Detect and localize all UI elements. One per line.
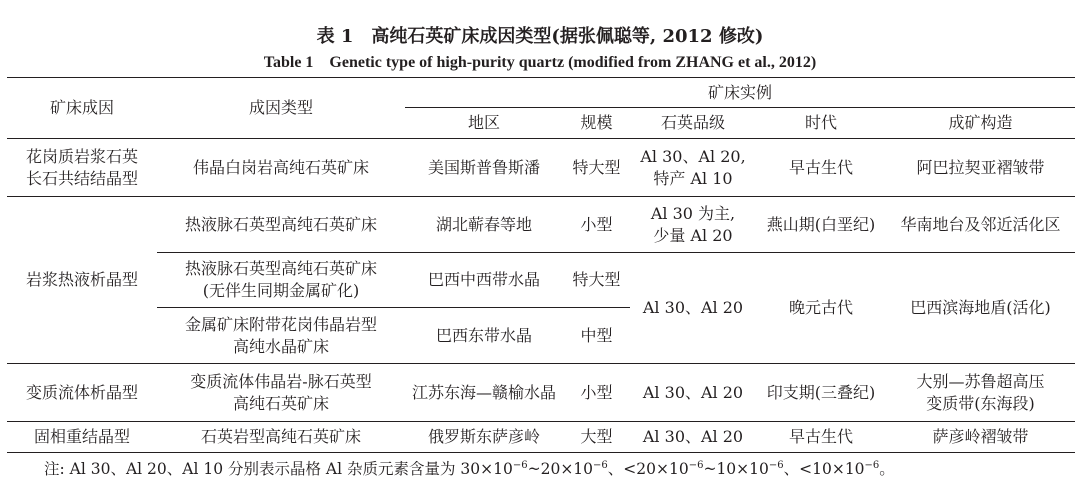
cell-genetic-type: 伟晶白岗岩高纯石英矿床 bbox=[157, 139, 405, 197]
cell-grade bbox=[630, 197, 756, 253]
cell-grade: Al 30、Al 20 bbox=[630, 364, 756, 422]
cell-age: 印支期(三叠纪) bbox=[756, 364, 886, 422]
header-examples-label: 矿床实例 bbox=[708, 83, 773, 102]
cell-line: 花岗质岩浆石英 bbox=[25, 146, 138, 166]
table-row bbox=[7, 253, 1075, 308]
cell-line: 长石共结结晶型 bbox=[25, 168, 138, 188]
cell-grade: Al 30、Al 20 bbox=[630, 253, 756, 364]
cell-scale: 特大型 bbox=[563, 139, 630, 197]
cell-genetic-type bbox=[157, 364, 405, 422]
genetic-type-table bbox=[7, 77, 1075, 453]
cell-origin: 固相重结晶型 bbox=[7, 422, 157, 453]
cell-line: 大别—苏鲁超高压 bbox=[916, 371, 1045, 391]
table-title-en: Table 1 Genetic type of high-purity quartz (modified from ZHANG et al., 2012) bbox=[263, 54, 817, 71]
cell-structure bbox=[886, 364, 1075, 422]
cell-scale: 小型 bbox=[563, 364, 630, 422]
header-region: 地区 bbox=[405, 108, 563, 139]
cell-age: 早古生代 bbox=[756, 139, 886, 197]
cell-region: 巴西东带水晶 bbox=[405, 308, 563, 364]
cell-region: 巴西中西带水晶 bbox=[405, 253, 563, 308]
cell-origin: 岩浆热液析晶型 bbox=[7, 197, 157, 364]
cell-line: 变质流体伟晶岩-脉石英型 bbox=[190, 371, 372, 391]
note-exponent: −6 bbox=[593, 460, 608, 471]
cell-line: 高纯石英矿床 bbox=[232, 393, 329, 413]
cell-line: 金属矿床附带花岗伟晶岩型 bbox=[184, 314, 377, 334]
header-genetic-type: 成因类型 bbox=[157, 78, 405, 139]
note-text: ~10×10 bbox=[703, 460, 769, 478]
cell-scale: 小型 bbox=[563, 197, 630, 253]
cell-genetic-type bbox=[157, 253, 405, 308]
cell-line: 热液脉石英型高纯石英矿床 bbox=[184, 259, 377, 278]
note-text: 、<10×10 bbox=[783, 460, 865, 478]
note-exponent: −6 bbox=[688, 460, 704, 471]
note-text: 。 bbox=[879, 460, 895, 478]
note-text: ~20×10 bbox=[527, 460, 594, 478]
cell-line: Al 30、Al 20, bbox=[640, 146, 746, 166]
cell-structure: 萨彦岭褶皱带 bbox=[886, 422, 1075, 453]
cell-structure: 阿巴拉契亚褶皱带 bbox=[886, 139, 1075, 197]
cell-structure: 华南地台及邻近活化区 bbox=[886, 197, 1075, 253]
cell-genetic-type: 石英岩型高纯石英矿床 bbox=[157, 422, 405, 453]
cell-line: Al 30 为主, bbox=[650, 203, 736, 223]
header-origin: 矿床成因 bbox=[7, 78, 157, 139]
cell-origin bbox=[7, 139, 157, 197]
header-structure: 成矿构造 bbox=[886, 108, 1075, 139]
cell-scale: 中型 bbox=[563, 308, 630, 364]
cell-line: 变质带(东海段) bbox=[926, 393, 1035, 413]
header-row-1 bbox=[7, 78, 1075, 109]
cell-line: (无伴生同期金属矿化) bbox=[202, 281, 360, 300]
table-row bbox=[7, 197, 1075, 253]
table-title-cn: 表 1 高纯石英矿床成因类型(据张佩聪等, 2012 修改) bbox=[316, 26, 764, 47]
note-exponent: −6 bbox=[864, 460, 880, 471]
note-text: 注: Al 30、Al 20、Al 10 分别表示晶格 Al 杂质元素含量为 30×10 bbox=[44, 460, 513, 478]
header-age: 时代 bbox=[756, 108, 886, 139]
cell-line: 高纯水晶矿床 bbox=[232, 336, 329, 356]
cell-scale: 特大型 bbox=[563, 253, 630, 308]
header-scale: 规模 bbox=[563, 108, 630, 139]
cell-genetic-type bbox=[157, 308, 405, 364]
cell-age: 晚元古代 bbox=[756, 253, 886, 364]
cell-age: 早古生代 bbox=[756, 422, 886, 453]
table-row bbox=[7, 422, 1075, 453]
cell-genetic-type: 热液脉石英型高纯石英矿床 bbox=[157, 197, 405, 253]
cell-structure: 巴西滨海地盾(活化) bbox=[886, 253, 1075, 364]
cell-scale: 大型 bbox=[563, 422, 630, 453]
cell-grade: Al 30、Al 20 bbox=[630, 422, 756, 453]
cell-region: 湖北蕲春等地 bbox=[405, 197, 563, 253]
table-note bbox=[44, 457, 895, 479]
note-exponent: −6 bbox=[768, 460, 784, 471]
cell-region: 俄罗斯东萨彦岭 bbox=[405, 422, 563, 453]
cell-grade bbox=[630, 139, 756, 197]
cell-origin: 变质流体析晶型 bbox=[7, 364, 157, 422]
header-examples bbox=[405, 78, 1075, 109]
header-divider bbox=[405, 107, 1075, 108]
cell-line: 特产 Al 10 bbox=[653, 168, 733, 188]
cell-region: 美国斯普鲁斯潘 bbox=[405, 139, 563, 197]
table-row bbox=[7, 364, 1075, 422]
cell-age: 燕山期(白垩纪) bbox=[756, 197, 886, 253]
note-text: 、<20×10 bbox=[607, 460, 689, 478]
cell-region: 江苏东海—赣榆水晶 bbox=[405, 364, 563, 422]
note-exponent: −6 bbox=[512, 460, 528, 471]
table-row bbox=[7, 139, 1075, 197]
cell-line: 少量 Al 20 bbox=[653, 225, 733, 245]
header-grade: 石英品级 bbox=[630, 108, 756, 139]
